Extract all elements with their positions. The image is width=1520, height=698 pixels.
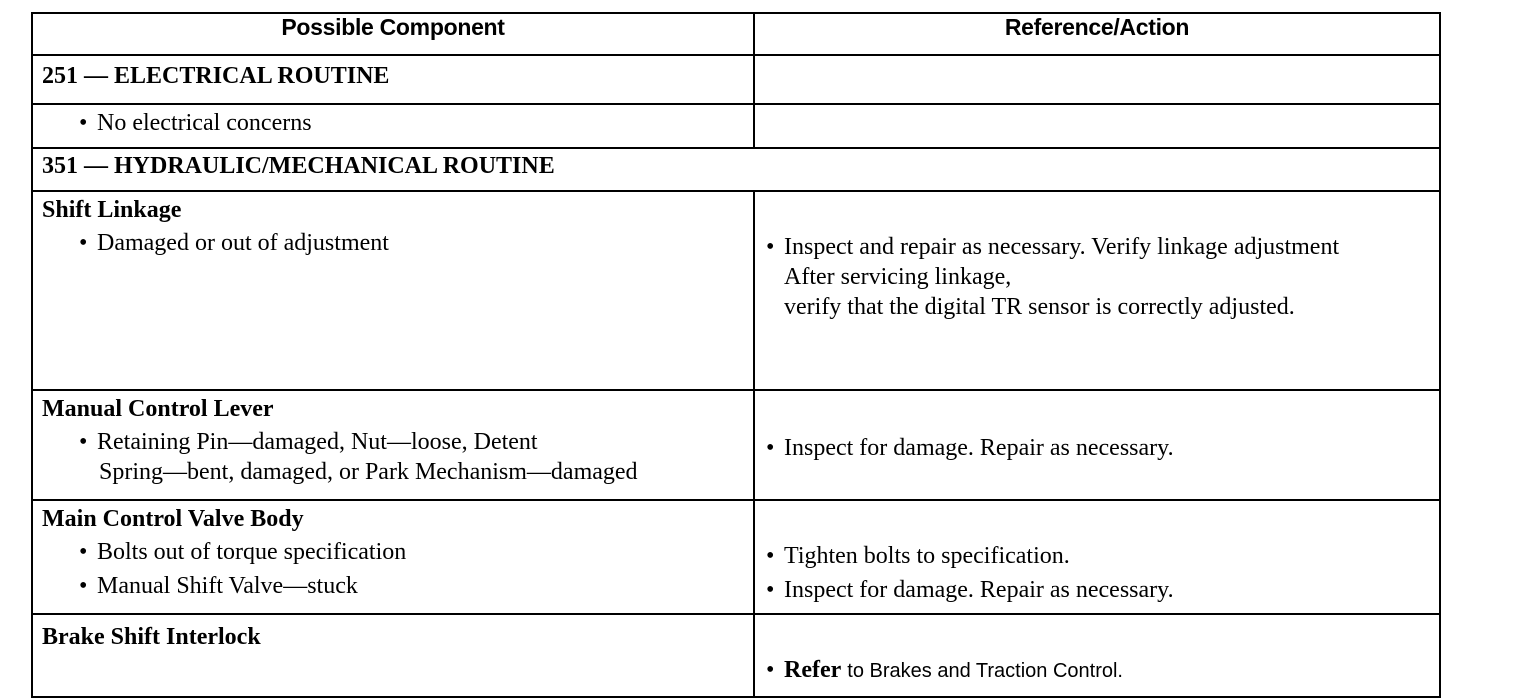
bullet: • [766, 577, 775, 603]
action-item [755, 433, 1439, 463]
electrical-routine-row [32, 55, 1440, 104]
component-item [33, 427, 753, 457]
component-item-text: Retaining Pin—damaged, Nut—loose, Detent [97, 429, 538, 455]
header-row [32, 13, 1440, 55]
component-cell [32, 500, 754, 614]
bullet: • [79, 573, 88, 599]
bullet: • [79, 110, 88, 136]
bullet: • [79, 539, 88, 565]
component-item-text: Manual Shift Valve—stuck [97, 573, 358, 599]
bullet: • [79, 230, 88, 256]
action-cell [754, 614, 1440, 697]
bullet: • [766, 543, 775, 569]
component-item-text: Damaged or out of adjustment [97, 230, 389, 256]
action-item-text: Tighten bolts to specification. [784, 543, 1070, 569]
component-item-continued [33, 457, 753, 487]
no-electrical-row [32, 104, 1440, 148]
no-electrical-cell [32, 104, 754, 148]
bullet: • [766, 435, 775, 461]
component-item [33, 228, 753, 258]
component-item [33, 537, 753, 567]
action-cell [754, 191, 1440, 390]
component-item-text: No electrical concerns [97, 110, 312, 136]
section-title: Main Control Valve Body [42, 506, 304, 532]
section-row-main-control-valve-body [32, 500, 1440, 614]
section-row-brake-shift-interlock [32, 614, 1440, 697]
header-reference-action: Reference/Action [754, 13, 1440, 55]
action-item [755, 575, 1439, 605]
section-title: Shift Linkage [42, 197, 182, 223]
action-cell [754, 390, 1440, 500]
hydraulic-routine-row [32, 148, 1440, 191]
no-electrical-action-cell [754, 104, 1440, 148]
action-item-text: Inspect for damage. Repair as necessary. [784, 577, 1174, 603]
action-item-text: Inspect and repair as necessary. Verify linkage adjustment [784, 234, 1340, 260]
component-item-text: Spring—bent, damaged, or Park Mechanism—damaged [99, 459, 638, 485]
action-item-text: Inspect for damage. Repair as necessary. [784, 435, 1174, 461]
section-row-shift-linkage [32, 191, 1440, 390]
component-item [33, 108, 753, 138]
hydraulic-routine-title: 351 — HYDRAULIC/MECHANICAL ROUTINE [32, 148, 1440, 191]
section-row-manual-control-lever [32, 390, 1440, 500]
bullet: • [766, 657, 775, 683]
section-title: Manual Control Lever [42, 396, 274, 422]
action-item [755, 655, 1439, 686]
section-title: Brake Shift Interlock [42, 624, 261, 650]
action-item [755, 232, 1439, 262]
action-item-text: After servicing linkage, [784, 264, 1012, 290]
action-item-text: Refer [784, 657, 842, 683]
bullet: • [79, 429, 88, 455]
action-item-reference-text: to Brakes and Traction Control. [847, 660, 1123, 682]
component-item [33, 571, 753, 601]
electrical-routine-action-cell [754, 55, 1440, 104]
diagnostic-table [31, 12, 1441, 698]
header-possible-component: Possible Component [32, 13, 754, 55]
action-item-continued [755, 262, 1439, 292]
component-cell [32, 614, 754, 697]
component-item-text: Bolts out of torque specification [97, 539, 407, 565]
action-item-text: verify that the digital TR sensor is correctly adjusted. [784, 294, 1295, 320]
action-item-continued [755, 292, 1439, 322]
bullet: • [766, 234, 775, 260]
component-cell [32, 191, 754, 390]
electrical-routine-title: 251 — ELECTRICAL ROUTINE [32, 55, 754, 104]
action-item [755, 541, 1439, 571]
action-cell [754, 500, 1440, 614]
component-cell [32, 390, 754, 500]
